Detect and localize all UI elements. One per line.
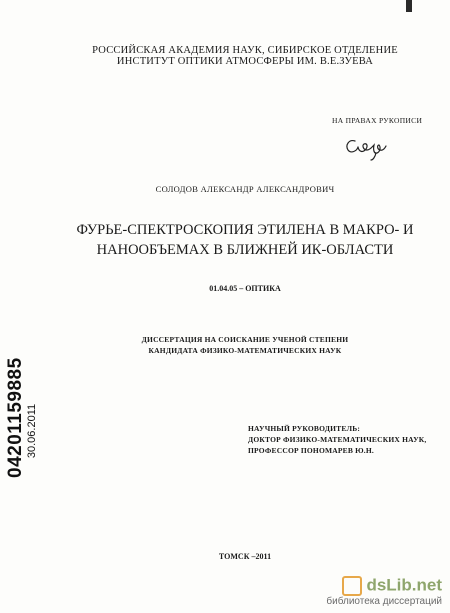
watermark-logo xyxy=(326,576,442,596)
watermark-brand: dsLib.net xyxy=(366,575,442,595)
organization-line-2: ИНСТИТУТ ОПТИКИ АТМОСФЕРЫ ИМ. В.Е.ЗУЕВА xyxy=(116,56,374,67)
library-stamp-date: 30.06.2011 xyxy=(26,403,38,459)
dissertation-title-line-1: ФУРЬЕ-СПЕКТРОСКОПИЯ ЭТИЛЕНА В МАКРО- И xyxy=(76,222,414,238)
manuscript-rights-label: НА ПРАВАХ РУКОПИСИ xyxy=(332,116,423,125)
dissertation-title-line-2: НАНООБЪЕМАХ В БЛИЖНЕЙ ИК-ОБЛАСТИ xyxy=(96,242,394,258)
supervisor-heading: НАУЧНЫЙ РУКОВОДИТЕЛЬ: xyxy=(248,424,361,433)
watermark-subtitle: библиотека диссертаций xyxy=(326,596,442,607)
supervisor-degree: ДОКТОР ФИЗИКО-МАТЕМАТИЧЕСКИХ НАУК, xyxy=(248,435,427,444)
organization-line-1: РОССИЙСКАЯ АКАДЕМИЯ НАУК, СИБИРСКОЕ ОТДЕЛЕНИЕ xyxy=(92,45,398,56)
library-stamp-number: 04201159885 xyxy=(5,357,26,478)
degree-line-1: ДИССЕРТАЦИЯ НА СОИСКАНИЕ УЧЕНОЙ СТЕПЕНИ xyxy=(141,335,349,344)
specialty-code: 01.04.05 – ОПТИКА xyxy=(209,284,281,293)
book-icon xyxy=(342,576,362,596)
city-year: ТОМСК –2011 xyxy=(218,552,272,561)
degree-line-2: КАНДИДАТА ФИЗИКО-МАТЕМАТИЧЕСКИХ НАУК xyxy=(148,346,342,355)
author-name: СОЛОДОВ АЛЕКСАНДР АЛЕКСАНДРОВИЧ xyxy=(155,184,335,194)
supervisor-name: ПРОФЕССОР ПОНОМАРЕВ Ю.Н. xyxy=(248,446,374,455)
watermark xyxy=(326,576,442,608)
handwritten-signature xyxy=(343,133,387,161)
scan-mark xyxy=(406,0,412,12)
